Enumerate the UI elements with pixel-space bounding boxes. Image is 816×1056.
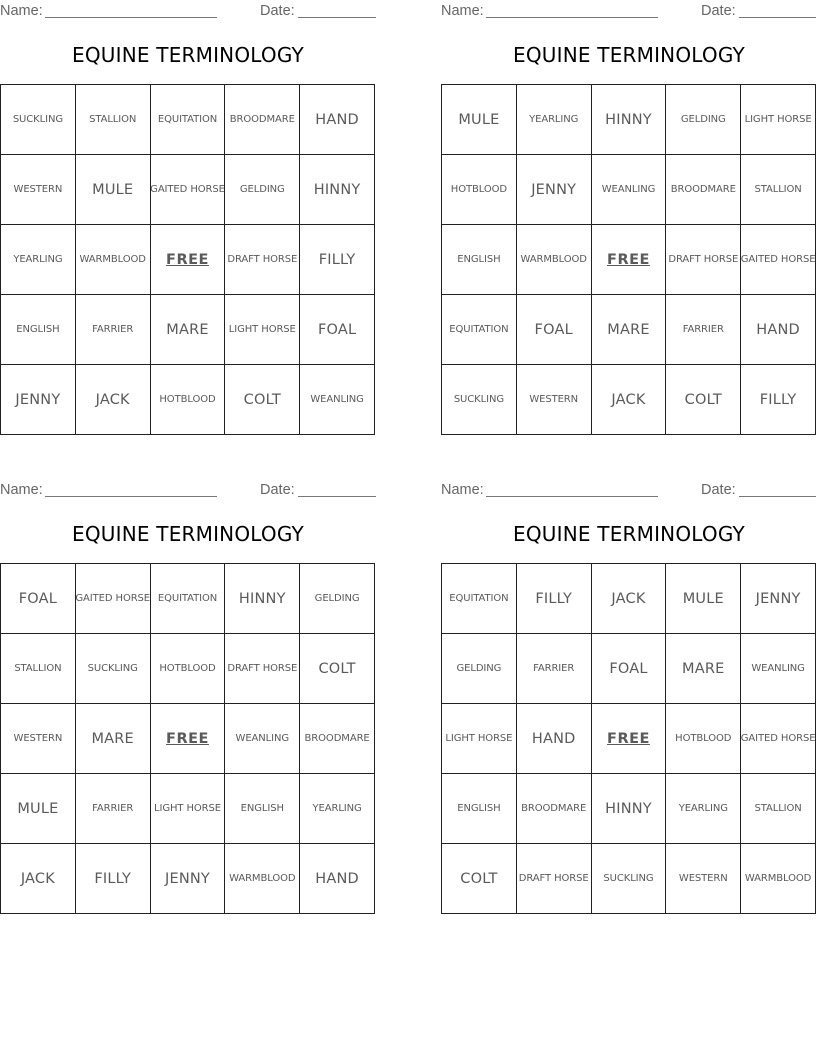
bingo-cell[interactable]: ENGLISH <box>225 774 300 844</box>
name-input-line[interactable] <box>45 17 217 18</box>
name-label: Name: <box>441 3 484 19</box>
bingo-grid <box>441 563 816 914</box>
bingo-cell[interactable]: YEARLING <box>1 225 76 295</box>
bingo-cell[interactable]: HAND <box>741 295 816 365</box>
bingo-cell[interactable]: MARE <box>592 295 667 365</box>
bingo-cell[interactable]: HOTBLOOD <box>442 155 517 225</box>
bingo-cell[interactable]: GAITED HORSE <box>741 225 816 295</box>
bingo-cell[interactable]: HOTBLOOD <box>151 634 226 704</box>
bingo-cell[interactable]: DRAFT HORSE <box>225 225 300 295</box>
bingo-cell[interactable]: MULE <box>1 774 76 844</box>
bingo-card <box>441 1 816 441</box>
bingo-cell[interactable]: DRAFT HORSE <box>225 634 300 704</box>
card-title: EQUINE TERMINOLOGY <box>72 522 304 546</box>
bingo-cell[interactable]: FILLY <box>517 564 592 634</box>
bingo-cell[interactable]: MULE <box>76 155 151 225</box>
date-input-line[interactable] <box>739 496 816 497</box>
bingo-cell[interactable]: FOAL <box>300 295 375 365</box>
bingo-cell[interactable]: GELDING <box>666 85 741 155</box>
name-date-header <box>441 482 816 500</box>
bingo-cell[interactable]: MULE <box>442 85 517 155</box>
date-input-line[interactable] <box>298 496 376 497</box>
bingo-cell[interactable]: MARE <box>151 295 226 365</box>
free-space[interactable]: FREE <box>151 225 226 295</box>
bingo-cell[interactable]: FARRIER <box>666 295 741 365</box>
bingo-cell[interactable]: LIGHT HORSE <box>151 774 226 844</box>
bingo-cell[interactable]: HINNY <box>592 85 667 155</box>
bingo-cell[interactable]: HAND <box>300 85 375 155</box>
bingo-cell[interactable]: FILLY <box>741 365 816 435</box>
date-input-line[interactable] <box>298 17 376 18</box>
bingo-grid <box>0 563 375 914</box>
name-input-line[interactable] <box>45 496 217 497</box>
bingo-cell[interactable]: SUCKLING <box>592 844 667 914</box>
bingo-cell[interactable]: YEARLING <box>300 774 375 844</box>
bingo-cell[interactable]: EQUITATION <box>442 295 517 365</box>
bingo-cell[interactable]: SUCKLING <box>442 365 517 435</box>
bingo-cell[interactable]: FARRIER <box>517 634 592 704</box>
bingo-cell[interactable]: STALLION <box>741 774 816 844</box>
bingo-cell[interactable]: WEANLING <box>741 634 816 704</box>
bingo-cell[interactable]: WESTERN <box>666 844 741 914</box>
bingo-cell[interactable]: MARE <box>666 634 741 704</box>
bingo-cell[interactable]: ENGLISH <box>442 774 517 844</box>
bingo-cell[interactable]: SUCKLING <box>1 85 76 155</box>
bingo-cell[interactable]: STALLION <box>76 85 151 155</box>
bingo-cell[interactable]: BROODMARE <box>666 155 741 225</box>
date-label: Date: <box>701 482 736 498</box>
bingo-cell[interactable]: LIGHT HORSE <box>225 295 300 365</box>
bingo-cell[interactable]: JACK <box>592 564 667 634</box>
name-input-line[interactable] <box>486 496 658 497</box>
bingo-cell[interactable]: COLT <box>442 844 517 914</box>
bingo-cell[interactable]: BROODMARE <box>300 704 375 774</box>
date-label: Date: <box>260 3 295 19</box>
date-label: Date: <box>701 3 736 19</box>
bingo-cell[interactable]: WARMBLOOD <box>225 844 300 914</box>
name-label: Name: <box>0 3 43 19</box>
bingo-cell[interactable]: GELDING <box>442 634 517 704</box>
card-title: EQUINE TERMINOLOGY <box>513 43 745 67</box>
card-title: EQUINE TERMINOLOGY <box>72 43 304 67</box>
bingo-cell[interactable]: HAND <box>517 704 592 774</box>
bingo-cell[interactable]: FILLY <box>76 844 151 914</box>
bingo-cell[interactable]: DRAFT HORSE <box>666 225 741 295</box>
bingo-cell[interactable]: JACK <box>592 365 667 435</box>
bingo-cell[interactable]: FARRIER <box>76 295 151 365</box>
bingo-cell[interactable]: ENGLISH <box>1 295 76 365</box>
name-date-header <box>0 3 376 21</box>
bingo-cell[interactable]: WEANLING <box>592 155 667 225</box>
bingo-cell[interactable]: JENNY <box>517 155 592 225</box>
bingo-cell[interactable]: FARRIER <box>76 774 151 844</box>
name-label: Name: <box>0 482 43 498</box>
bingo-cell[interactable]: LIGHT HORSE <box>442 704 517 774</box>
bingo-cell[interactable]: BROODMARE <box>517 774 592 844</box>
bingo-cell[interactable]: GELDING <box>225 155 300 225</box>
bingo-cell[interactable]: ENGLISH <box>442 225 517 295</box>
bingo-cell[interactable]: GAITED HORSE <box>151 155 226 225</box>
bingo-card <box>0 480 376 920</box>
bingo-cell[interactable]: EQUITATION <box>151 85 226 155</box>
bingo-cell[interactable]: HINNY <box>592 774 667 844</box>
bingo-cell[interactable]: HAND <box>300 844 375 914</box>
date-label: Date: <box>260 482 295 498</box>
bingo-cell[interactable]: DRAFT HORSE <box>517 844 592 914</box>
bingo-cell[interactable]: HINNY <box>225 564 300 634</box>
free-space[interactable]: FREE <box>151 704 226 774</box>
bingo-cell[interactable]: YEARLING <box>517 85 592 155</box>
bingo-cell[interactable]: WEANLING <box>300 365 375 435</box>
bingo-card <box>441 480 816 920</box>
bingo-cell[interactable]: JENNY <box>151 844 226 914</box>
bingo-cell[interactable]: JACK <box>76 365 151 435</box>
bingo-cell[interactable]: JACK <box>1 844 76 914</box>
bingo-cell[interactable]: YEARLING <box>666 774 741 844</box>
free-space[interactable]: FREE <box>592 225 667 295</box>
bingo-cell[interactable]: HOTBLOOD <box>666 704 741 774</box>
bingo-cell[interactable]: SUCKLING <box>76 634 151 704</box>
bingo-cell[interactable]: EQUITATION <box>151 564 226 634</box>
bingo-cell[interactable]: COLT <box>666 365 741 435</box>
bingo-grid <box>0 84 375 435</box>
bingo-cell[interactable]: COLT <box>225 365 300 435</box>
bingo-cell[interactable]: HOTBLOOD <box>151 365 226 435</box>
bingo-cell[interactable]: STALLION <box>741 155 816 225</box>
bingo-cell[interactable]: GAITED HORSE <box>76 564 151 634</box>
name-date-header <box>0 482 376 500</box>
bingo-cell[interactable]: FILLY <box>300 225 375 295</box>
name-date-header <box>441 3 816 21</box>
card-title: EQUINE TERMINOLOGY <box>513 522 745 546</box>
name-label: Name: <box>441 482 484 498</box>
bingo-cell[interactable]: FOAL <box>517 295 592 365</box>
bingo-cell[interactable]: GELDING <box>300 564 375 634</box>
bingo-cell[interactable]: JENNY <box>741 564 816 634</box>
bingo-grid <box>441 84 816 435</box>
bingo-cell[interactable]: COLT <box>300 634 375 704</box>
bingo-cell[interactable]: GAITED HORSE <box>741 704 816 774</box>
bingo-cell[interactable]: WESTERN <box>1 704 76 774</box>
bingo-cell[interactable]: FOAL <box>1 564 76 634</box>
bingo-cell[interactable]: STALLION <box>1 634 76 704</box>
bingo-card <box>0 1 376 441</box>
bingo-cell[interactable]: HINNY <box>300 155 375 225</box>
bingo-cell[interactable]: WESTERN <box>517 365 592 435</box>
bingo-cell[interactable]: MULE <box>666 564 741 634</box>
bingo-cell[interactable]: WARMBLOOD <box>517 225 592 295</box>
bingo-cell[interactable]: WEANLING <box>225 704 300 774</box>
bingo-cell[interactable]: JENNY <box>1 365 76 435</box>
bingo-cell[interactable]: EQUITATION <box>442 564 517 634</box>
date-input-line[interactable] <box>739 17 816 18</box>
bingo-cell[interactable]: BROODMARE <box>225 85 300 155</box>
name-input-line[interactable] <box>486 17 658 18</box>
bingo-cell[interactable]: WARMBLOOD <box>76 225 151 295</box>
bingo-cell[interactable]: WARMBLOOD <box>741 844 816 914</box>
bingo-cell[interactable]: WESTERN <box>1 155 76 225</box>
free-space[interactable]: FREE <box>592 704 667 774</box>
bingo-cell[interactable]: LIGHT HORSE <box>741 85 816 155</box>
bingo-cell[interactable]: FOAL <box>592 634 667 704</box>
bingo-cell[interactable]: MARE <box>76 704 151 774</box>
